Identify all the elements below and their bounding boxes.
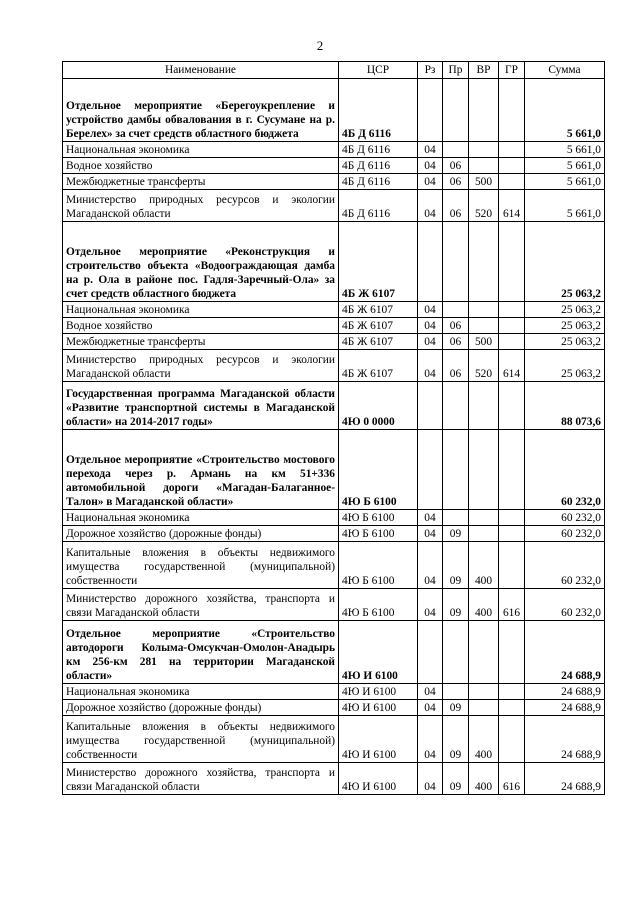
table-header-row xyxy=(63,62,605,79)
row-rz xyxy=(418,430,443,510)
row-csr: 4Б Д 6116 xyxy=(339,79,418,142)
row-rz: 04 xyxy=(418,763,443,795)
row-gr xyxy=(499,542,525,589)
row-gr xyxy=(499,621,525,684)
row-sum: 24 688,9 xyxy=(525,763,605,795)
row-pr xyxy=(443,510,469,526)
row-sum: 5 661,0 xyxy=(525,158,605,174)
row-pr xyxy=(443,382,469,430)
row-gr xyxy=(499,700,525,716)
row-name: Водное хозяйство xyxy=(63,318,339,334)
row-gr: 616 xyxy=(499,589,525,621)
row-gr: 614 xyxy=(499,190,525,222)
table-row xyxy=(63,334,605,350)
row-gr xyxy=(499,158,525,174)
row-gr xyxy=(499,318,525,334)
row-pr: 06 xyxy=(443,318,469,334)
row-name: Капитальные вложения в объекты недвижимого имущества государственной (муниципальной) собственности xyxy=(63,542,339,589)
budget-table xyxy=(62,61,605,795)
row-gr xyxy=(499,222,525,302)
row-csr: 4Ю И 6100 xyxy=(339,684,418,700)
row-csr: 4Ю И 6100 xyxy=(339,763,418,795)
row-rz xyxy=(418,79,443,142)
row-vr: 400 xyxy=(469,542,499,589)
row-pr xyxy=(443,142,469,158)
row-csr: 4Ю Б 6100 xyxy=(339,589,418,621)
row-gr xyxy=(499,716,525,763)
row-rz: 04 xyxy=(418,174,443,190)
header-pr: Пр xyxy=(443,62,469,79)
row-rz: 04 xyxy=(418,350,443,382)
row-sum: 60 232,0 xyxy=(525,542,605,589)
row-gr: 614 xyxy=(499,350,525,382)
row-sum: 60 232,0 xyxy=(525,526,605,542)
row-sum: 24 688,9 xyxy=(525,716,605,763)
row-name: Водное хозяйство xyxy=(63,158,339,174)
table-body xyxy=(63,79,605,795)
table-row xyxy=(63,158,605,174)
row-pr: 09 xyxy=(443,526,469,542)
row-vr: 400 xyxy=(469,716,499,763)
row-csr: 4Ю Б 6100 xyxy=(339,430,418,510)
row-csr: 4Ю 0 0000 xyxy=(339,382,418,430)
row-name: Министерство природных ресурсов и экологии Магаданской области xyxy=(63,190,339,222)
table-row xyxy=(63,79,605,142)
row-csr: 4Б Д 6116 xyxy=(339,174,418,190)
row-gr xyxy=(499,526,525,542)
row-sum: 5 661,0 xyxy=(525,79,605,142)
row-vr xyxy=(469,318,499,334)
row-pr: 09 xyxy=(443,763,469,795)
row-rz: 04 xyxy=(418,716,443,763)
row-gr xyxy=(499,302,525,318)
row-vr xyxy=(469,222,499,302)
row-name: Отдельное мероприятие «Строительство автодороги Колыма-Омсукчан-Омолон-Анадырь км 256-км 281 на территории Магаданской области» xyxy=(63,621,339,684)
table-row xyxy=(63,542,605,589)
row-sum: 5 661,0 xyxy=(525,174,605,190)
row-name: Дорожное хозяйство (дорожные фонды) xyxy=(63,526,339,542)
row-pr: 09 xyxy=(443,589,469,621)
page-number: 2 xyxy=(316,38,324,53)
row-sum: 5 661,0 xyxy=(525,142,605,158)
row-csr: 4Б Ж 6107 xyxy=(339,350,418,382)
table-row xyxy=(63,382,605,430)
row-vr xyxy=(469,621,499,684)
table-row xyxy=(63,684,605,700)
header-vr: ВР xyxy=(469,62,499,79)
row-rz: 04 xyxy=(418,510,443,526)
row-gr xyxy=(499,430,525,510)
row-csr: 4Ю Б 6100 xyxy=(339,510,418,526)
header-rz: Рз xyxy=(418,62,443,79)
row-vr xyxy=(469,158,499,174)
row-sum: 60 232,0 xyxy=(525,510,605,526)
row-name: Межбюджетные трансферты xyxy=(63,334,339,350)
row-vr: 400 xyxy=(469,589,499,621)
row-sum: 25 063,2 xyxy=(525,222,605,302)
row-csr: 4Б Ж 6107 xyxy=(339,334,418,350)
row-sum: 25 063,2 xyxy=(525,318,605,334)
table-row xyxy=(63,302,605,318)
row-rz: 04 xyxy=(418,142,443,158)
row-gr xyxy=(499,79,525,142)
table-row xyxy=(63,318,605,334)
row-vr xyxy=(469,382,499,430)
row-pr: 06 xyxy=(443,158,469,174)
row-gr xyxy=(499,174,525,190)
row-csr: 4Ю Б 6100 xyxy=(339,526,418,542)
row-sum: 25 063,2 xyxy=(525,334,605,350)
row-csr: 4Ю И 6100 xyxy=(339,700,418,716)
row-sum: 60 232,0 xyxy=(525,430,605,510)
row-vr xyxy=(469,79,499,142)
table-row xyxy=(63,716,605,763)
row-vr xyxy=(469,684,499,700)
row-name: Министерство дорожного хозяйства, транспорта и связи Магаданской области xyxy=(63,589,339,621)
row-rz: 04 xyxy=(418,158,443,174)
row-name: Национальная экономика xyxy=(63,684,339,700)
row-gr xyxy=(499,510,525,526)
table-row xyxy=(63,222,605,302)
row-csr: 4Б Д 6116 xyxy=(339,142,418,158)
row-rz xyxy=(418,621,443,684)
row-sum: 60 232,0 xyxy=(525,589,605,621)
row-pr xyxy=(443,79,469,142)
row-csr: 4Б Д 6116 xyxy=(339,158,418,174)
header-sum: Сумма xyxy=(525,62,605,79)
row-csr: 4Б Ж 6107 xyxy=(339,302,418,318)
row-rz xyxy=(418,222,443,302)
row-vr xyxy=(469,700,499,716)
row-pr xyxy=(443,430,469,510)
row-name: Капитальные вложения в объекты недвижимого имущества государственной (муниципальной) собственности xyxy=(63,716,339,763)
row-name: Министерство дорожного хозяйства, транспорта и связи Магаданской области xyxy=(63,763,339,795)
table-row xyxy=(63,763,605,795)
table-row xyxy=(63,526,605,542)
row-rz: 04 xyxy=(418,700,443,716)
row-csr: 4Ю И 6100 xyxy=(339,621,418,684)
row-pr xyxy=(443,302,469,318)
row-pr xyxy=(443,684,469,700)
row-pr: 09 xyxy=(443,542,469,589)
table-row xyxy=(63,350,605,382)
row-vr xyxy=(469,302,499,318)
row-rz: 04 xyxy=(418,302,443,318)
row-vr xyxy=(469,430,499,510)
row-gr: 616 xyxy=(499,763,525,795)
row-rz: 04 xyxy=(418,589,443,621)
table-row xyxy=(63,142,605,158)
row-rz: 04 xyxy=(418,190,443,222)
row-vr: 520 xyxy=(469,350,499,382)
row-rz xyxy=(418,382,443,430)
row-name: Межбюджетные трансферты xyxy=(63,174,339,190)
row-vr: 500 xyxy=(469,334,499,350)
table-row xyxy=(63,510,605,526)
table-row xyxy=(63,430,605,510)
row-sum: 24 688,9 xyxy=(525,700,605,716)
table-row xyxy=(63,621,605,684)
row-gr xyxy=(499,142,525,158)
row-name: Министерство природных ресурсов и экологии Магаданской области xyxy=(63,350,339,382)
row-rz: 04 xyxy=(418,542,443,589)
row-name: Государственная программа Магаданской области «Развитие транспортной системы в Магаданской области» на 2014-2017 годы» xyxy=(63,382,339,430)
row-csr: 4Б Ж 6107 xyxy=(339,222,418,302)
header-csr: ЦСР xyxy=(339,62,418,79)
row-vr: 400 xyxy=(469,763,499,795)
row-vr xyxy=(469,510,499,526)
header-gr: ГР xyxy=(499,62,525,79)
row-pr xyxy=(443,222,469,302)
row-gr xyxy=(499,382,525,430)
row-pr: 06 xyxy=(443,334,469,350)
row-gr xyxy=(499,334,525,350)
row-pr xyxy=(443,621,469,684)
row-name: Национальная экономика xyxy=(63,302,339,318)
table-row xyxy=(63,700,605,716)
row-vr xyxy=(469,526,499,542)
row-pr: 06 xyxy=(443,350,469,382)
row-rz: 04 xyxy=(418,318,443,334)
table-row xyxy=(63,190,605,222)
row-pr: 06 xyxy=(443,190,469,222)
row-name: Отдельное мероприятие «Реконструкция и строительство объекта «Водоограждающая дамба на р. Ола в районе пос. Гадля-Заречный-Ола» за счет средств областного бюджета xyxy=(63,222,339,302)
row-name: Дорожное хозяйство (дорожные фонды) xyxy=(63,700,339,716)
row-sum: 24 688,9 xyxy=(525,684,605,700)
row-rz: 04 xyxy=(418,334,443,350)
row-sum: 25 063,2 xyxy=(525,302,605,318)
table-row xyxy=(63,589,605,621)
row-csr: 4Ю И 6100 xyxy=(339,716,418,763)
row-vr: 500 xyxy=(469,174,499,190)
row-pr: 09 xyxy=(443,716,469,763)
row-sum: 5 661,0 xyxy=(525,190,605,222)
table-row xyxy=(63,174,605,190)
row-gr xyxy=(499,684,525,700)
row-name: Отдельное мероприятие «Строительство мостового перехода через р. Армань на км 51+336 автомобильной дороги «Магадан-Балаганное-Талон» в Магаданской области» xyxy=(63,430,339,510)
row-name: Национальная экономика xyxy=(63,510,339,526)
row-csr: 4Ю Б 6100 xyxy=(339,542,418,589)
row-pr: 09 xyxy=(443,700,469,716)
row-sum: 88 073,6 xyxy=(525,382,605,430)
row-sum: 25 063,2 xyxy=(525,350,605,382)
row-name: Отдельное мероприятие «Берегоукрепление и устройство дамбы обвалования в г. Сусумане на р. Берелех» за счет средств областного бюджета xyxy=(63,79,339,142)
row-csr: 4Б Ж 6107 xyxy=(339,318,418,334)
row-pr: 06 xyxy=(443,174,469,190)
row-rz: 04 xyxy=(418,684,443,700)
header-name: Наименование xyxy=(63,62,339,79)
row-name: Национальная экономика xyxy=(63,142,339,158)
row-csr: 4Б Д 6116 xyxy=(339,190,418,222)
row-rz: 04 xyxy=(418,526,443,542)
row-vr xyxy=(469,142,499,158)
row-vr: 520 xyxy=(469,190,499,222)
row-sum: 24 688,9 xyxy=(525,621,605,684)
